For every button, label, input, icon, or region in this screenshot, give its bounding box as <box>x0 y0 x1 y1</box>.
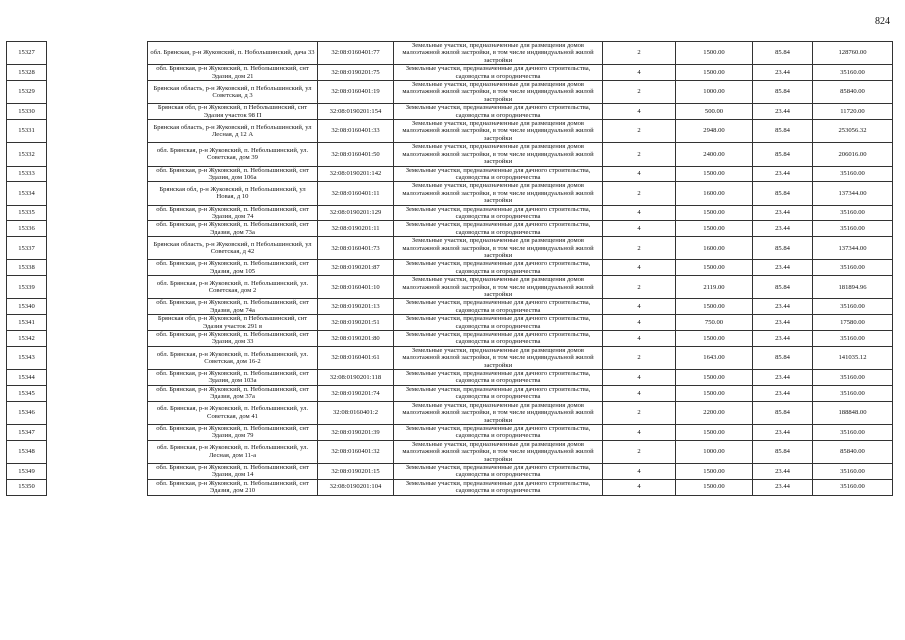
cadastral-value-cell: 17580.00 <box>813 315 893 331</box>
address-cell: Брянская область, р-н Жуковский, п Небольшинский, ул Лесная, д 12 А <box>148 120 318 143</box>
cadastral-number-cell: 32:08:0190201:104 <box>318 479 394 495</box>
rate-cell: 23.44 <box>753 104 813 120</box>
group-cell: 2 <box>603 182 676 205</box>
rate-cell: 85.84 <box>753 120 813 143</box>
gap-cell <box>47 299 148 315</box>
table-row <box>7 299 893 315</box>
cadastral-value-cell: 137344.00 <box>813 237 893 260</box>
table-row <box>7 205 893 221</box>
group-cell: 4 <box>603 65 676 81</box>
row-id-cell: 15341 <box>7 315 47 331</box>
address-cell: обл. Брянская, р-н Жуковский, п. Небольшинский, ул. Советская, дом 2 <box>148 276 318 299</box>
group-cell: 2 <box>603 237 676 260</box>
row-id-cell: 15327 <box>7 42 47 65</box>
gap-cell <box>47 205 148 221</box>
rate-cell: 23.44 <box>753 221 813 237</box>
area-cell: 500.00 <box>676 104 753 120</box>
cadastral-value-cell: 35160.00 <box>813 479 893 495</box>
area-cell: 1500.00 <box>676 424 753 440</box>
area-cell: 2400.00 <box>676 143 753 166</box>
area-cell: 1500.00 <box>676 221 753 237</box>
cadastral-number-cell: 32:08:0190201:39 <box>318 424 394 440</box>
address-cell: Брянская область, р-н Жуковский, п Небольшинский, ул Советская, д 3 <box>148 81 318 104</box>
group-cell: 4 <box>603 331 676 347</box>
row-id-cell: 15348 <box>7 440 47 463</box>
area-cell: 1500.00 <box>676 205 753 221</box>
group-cell: 4 <box>603 221 676 237</box>
cadastral-number-cell: 32:08:0190201:118 <box>318 370 394 386</box>
rate-cell: 23.44 <box>753 205 813 221</box>
table-row <box>7 401 893 424</box>
row-id-cell: 15339 <box>7 276 47 299</box>
table-row <box>7 143 893 166</box>
rate-cell: 85.84 <box>753 401 813 424</box>
table-row <box>7 331 893 347</box>
table-row <box>7 237 893 260</box>
group-cell: 4 <box>603 104 676 120</box>
address-cell: обл. Брянская, р-н Жуковский, п. Небольшинский, снт Эдазия, дом 74а <box>148 299 318 315</box>
rate-cell: 85.84 <box>753 440 813 463</box>
area-cell: 1500.00 <box>676 166 753 182</box>
address-cell: обл. Брянская, р-н Жуковский, п. Нобольшинский, дача 33 <box>148 42 318 65</box>
gap-cell <box>47 182 148 205</box>
cadastral-number-cell: 32:08:0160401:73 <box>318 237 394 260</box>
rate-cell: 23.44 <box>753 331 813 347</box>
row-id-cell: 15343 <box>7 346 47 369</box>
row-id-cell: 15328 <box>7 65 47 81</box>
area-cell: 1500.00 <box>676 370 753 386</box>
group-cell: 2 <box>603 276 676 299</box>
land-purpose-cell: Земельные участки, предназначенные для дачного строительства, садоводства и огородничества <box>394 424 603 440</box>
row-id-cell: 15330 <box>7 104 47 120</box>
rate-cell: 23.44 <box>753 299 813 315</box>
row-id-cell: 15344 <box>7 370 47 386</box>
group-cell: 2 <box>603 440 676 463</box>
area-cell: 1643.00 <box>676 346 753 369</box>
land-purpose-cell: Земельные участки, предназначенные для размещения домов малоэтажной жилой застройки, в том числе индивидуальной жилой застройки <box>394 346 603 369</box>
land-purpose-cell: Земельные участки, предназначенные для дачного строительства, садоводства и огородничества <box>394 331 603 347</box>
area-cell: 1500.00 <box>676 260 753 276</box>
cadastral-value-cell: 35160.00 <box>813 65 893 81</box>
land-purpose-cell: Земельные участки, предназначенные для размещения домов малоэтажной жилой застройки, в том числе индивидуальной жилой застройки <box>394 182 603 205</box>
address-cell: Брянская обл, р-н Жуковский, п Небольшинский, ул Новая, д 10 <box>148 182 318 205</box>
gap-cell <box>47 65 148 81</box>
land-purpose-cell: Земельные участки, предназначенные для дачного строительства, садоводства и огородничества <box>394 370 603 386</box>
area-cell: 1000.00 <box>676 440 753 463</box>
land-purpose-cell: Земельные участки, предназначенные для дачного строительства, садоводства и огородничества <box>394 221 603 237</box>
rate-cell: 23.44 <box>753 370 813 386</box>
cadastral-value-cell: 35160.00 <box>813 260 893 276</box>
group-cell: 4 <box>603 315 676 331</box>
cadastral-value-cell: 137344.00 <box>813 182 893 205</box>
row-id-cell: 15345 <box>7 385 47 401</box>
group-cell: 4 <box>603 299 676 315</box>
table-row <box>7 385 893 401</box>
cadastral-value-cell: 35160.00 <box>813 370 893 386</box>
address-cell: обл. Брянская, р-н Жуковский, п. Небольшинский, снт Эдазия, дом 210 <box>148 479 318 495</box>
gap-cell <box>47 276 148 299</box>
table-row <box>7 166 893 182</box>
group-cell: 2 <box>603 346 676 369</box>
land-purpose-cell: Земельные участки, предназначенные для размещения домов малоэтажной жилой застройки, в том числе индивидуальной жилой застройки <box>394 276 603 299</box>
cadastral-value-cell: 11720.00 <box>813 104 893 120</box>
gap-cell <box>47 143 148 166</box>
cadastral-value-cell: 35160.00 <box>813 424 893 440</box>
address-cell: Брянская обл, р-н Жуковский, п Небольшинский, снт Эдазия участок 291 в <box>148 315 318 331</box>
land-purpose-cell: Земельные участки, предназначенные для размещения домов малоэтажной жилой застройки, в том числе индивидуальной жилой застройки <box>394 81 603 104</box>
address-cell: Брянская область, р-н Жуковский, п Небольшинский, ул Советская, д 42 <box>148 237 318 260</box>
area-cell: 1500.00 <box>676 65 753 81</box>
group-cell: 2 <box>603 143 676 166</box>
rate-cell: 23.44 <box>753 463 813 479</box>
row-id-cell: 15332 <box>7 143 47 166</box>
address-cell: обл. Брянская, р-н Жуковский, п. Небольшинский, снт Эдазия, дом 33 <box>148 331 318 347</box>
address-cell: обл. Брянская, р-н Жуковский, п. Небольшинский, снт Эдазия, дом 79 <box>148 424 318 440</box>
gap-cell <box>47 42 148 65</box>
area-cell: 1600.00 <box>676 237 753 260</box>
gap-cell <box>47 260 148 276</box>
land-purpose-cell: Земельные участки, предназначенные для размещения домов малоэтажной жилой застройки, в том числе индивидуальной жилой застройки <box>394 143 603 166</box>
gap-cell <box>47 479 148 495</box>
row-id-cell: 15336 <box>7 221 47 237</box>
cadastral-value-cell: 35160.00 <box>813 221 893 237</box>
land-purpose-cell: Земельные участки, предназначенные для дачного строительства, садоводства и огородничества <box>394 385 603 401</box>
row-id-cell: 15342 <box>7 331 47 347</box>
table-row <box>7 260 893 276</box>
cadastral-number-cell: 32:08:0160401:19 <box>318 81 394 104</box>
address-cell: обл. Брянская, р-н Жуковский, п. Небольшинский, ул. Советская, дом 39 <box>148 143 318 166</box>
group-cell: 4 <box>603 385 676 401</box>
table-row <box>7 65 893 81</box>
cadastral-value-cell: 35160.00 <box>813 385 893 401</box>
gap-cell <box>47 81 148 104</box>
land-purpose-cell: Земельные участки, предназначенные для дачного строительства, садоводства и огородничества <box>394 299 603 315</box>
table-row <box>7 221 893 237</box>
gap-cell <box>47 440 148 463</box>
table-row <box>7 120 893 143</box>
area-cell: 2948.00 <box>676 120 753 143</box>
area-cell: 1600.00 <box>676 182 753 205</box>
address-cell: обл. Брянская, р-н Жуковский, п. Небольшинский, ул. Советская, дом 16-2 <box>148 346 318 369</box>
cadastral-number-cell: 32:08:0190201:129 <box>318 205 394 221</box>
land-purpose-cell: Земельные участки, предназначенные для размещения домов малоэтажной жилой застройки, в том числе индивидуальной жилой застройки <box>394 120 603 143</box>
cadastral-number-cell: 32:08:0160401:77 <box>318 42 394 65</box>
cadastral-value-cell: 85840.00 <box>813 440 893 463</box>
gap-cell <box>47 385 148 401</box>
row-id-cell: 15335 <box>7 205 47 221</box>
cadastral-value-cell: 35160.00 <box>813 299 893 315</box>
cadastral-number-cell: 32:08:0160401:2 <box>318 401 394 424</box>
rate-cell: 85.84 <box>753 276 813 299</box>
cadastral-value-cell: 35160.00 <box>813 205 893 221</box>
group-cell: 4 <box>603 370 676 386</box>
rate-cell: 85.84 <box>753 143 813 166</box>
table-row <box>7 42 893 65</box>
cadastral-number-cell: 32:08:0160401:61 <box>318 346 394 369</box>
table-row <box>7 463 893 479</box>
address-cell: обл. Брянская, р-н Жуковский, п. Небольшинский, снт Эдазия, дом 106а <box>148 166 318 182</box>
land-purpose-cell: Земельные участки, предназначенные для дачного строительства, садоводства и огородничества <box>394 479 603 495</box>
gap-cell <box>47 370 148 386</box>
area-cell: 1500.00 <box>676 299 753 315</box>
row-id-cell: 15334 <box>7 182 47 205</box>
rate-cell: 23.44 <box>753 65 813 81</box>
row-id-cell: 15338 <box>7 260 47 276</box>
address-cell: обл. Брянская, р-н Жуковский, п. Небольшинский, снт Эдазия, дом 103а <box>148 370 318 386</box>
land-purpose-cell: Земельные участки, предназначенные для размещения домов малоэтажной жилой застройки, в том числе индивидуальной жилой застройки <box>394 440 603 463</box>
row-id-cell: 15346 <box>7 401 47 424</box>
address-cell: обл. Брянская, р-н Жуковский, п. Небольшинский, снт Эдазия, дом 37а <box>148 385 318 401</box>
cadastral-number-cell: 32:08:0160401:32 <box>318 440 394 463</box>
cadastral-value-cell: 85840.00 <box>813 81 893 104</box>
table-row <box>7 370 893 386</box>
cadastral-number-cell: 32:08:0190201:11 <box>318 221 394 237</box>
row-id-cell: 15333 <box>7 166 47 182</box>
gap-cell <box>47 166 148 182</box>
cadastral-value-cell: 181894.96 <box>813 276 893 299</box>
group-cell: 2 <box>603 120 676 143</box>
row-id-cell: 15349 <box>7 463 47 479</box>
cadastral-number-cell: 32:08:0190201:75 <box>318 65 394 81</box>
table-row <box>7 182 893 205</box>
gap-cell <box>47 120 148 143</box>
land-purpose-cell: Земельные участки, предназначенные для дачного строительства, садоводства и огородничества <box>394 104 603 120</box>
gap-cell <box>47 104 148 120</box>
address-cell: обл. Брянская, р-н Жуковский, п. Небольшинский, снт Эдазия, дом 105 <box>148 260 318 276</box>
cadastral-value-cell: 206016.00 <box>813 143 893 166</box>
group-cell: 4 <box>603 166 676 182</box>
row-id-cell: 15340 <box>7 299 47 315</box>
cadastral-value-cell: 128760.00 <box>813 42 893 65</box>
gap-cell <box>47 237 148 260</box>
rate-cell: 85.84 <box>753 42 813 65</box>
land-purpose-cell: Земельные участки, предназначенные для размещения домов малоэтажной жилой застройки, в том числе индивидуальной жилой застройки <box>394 401 603 424</box>
table-row <box>7 315 893 331</box>
rate-cell: 23.44 <box>753 315 813 331</box>
cadastral-number-cell: 32:08:0190201:142 <box>318 166 394 182</box>
group-cell: 4 <box>603 260 676 276</box>
table-row <box>7 81 893 104</box>
area-cell: 1500.00 <box>676 479 753 495</box>
address-cell: Брянская обл, р-н Жуковский, п Небольшинский, снт Эдазия участок 98 П <box>148 104 318 120</box>
gap-cell <box>47 331 148 347</box>
land-registry-table <box>6 41 893 496</box>
group-cell: 4 <box>603 479 676 495</box>
cadastral-number-cell: 32:08:0190201:154 <box>318 104 394 120</box>
gap-cell <box>47 463 148 479</box>
land-purpose-cell: Земельные участки, предназначенные для дачного строительства, садоводства и огородничества <box>394 315 603 331</box>
rate-cell: 23.44 <box>753 385 813 401</box>
land-purpose-cell: Земельные участки, предназначенные для дачного строительства, садоводства и огородничества <box>394 166 603 182</box>
table-row <box>7 479 893 495</box>
row-id-cell: 15331 <box>7 120 47 143</box>
row-id-cell: 15329 <box>7 81 47 104</box>
land-purpose-cell: Земельные участки, предназначенные для размещения домов малоэтажной жилой застройки, в том числе индивидуальной жилой застройки <box>394 42 603 65</box>
group-cell: 2 <box>603 81 676 104</box>
group-cell: 4 <box>603 205 676 221</box>
page-number: 824 <box>875 16 890 27</box>
cadastral-number-cell: 32:08:0190201:74 <box>318 385 394 401</box>
area-cell: 1500.00 <box>676 385 753 401</box>
rate-cell: 23.44 <box>753 479 813 495</box>
area-cell: 1500.00 <box>676 463 753 479</box>
gap-cell <box>47 221 148 237</box>
group-cell: 4 <box>603 463 676 479</box>
cadastral-value-cell: 253056.32 <box>813 120 893 143</box>
table-row <box>7 346 893 369</box>
row-id-cell: 15350 <box>7 479 47 495</box>
table-row <box>7 424 893 440</box>
land-purpose-cell: Земельные участки, предназначенные для дачного строительства, садоводства и огородничества <box>394 205 603 221</box>
group-cell: 2 <box>603 42 676 65</box>
address-cell: обл. Брянская, р-н Жуковский, п. Небольшинский, снт Эдазия, дом 74 <box>148 205 318 221</box>
gap-cell <box>47 424 148 440</box>
area-cell: 2200.00 <box>676 401 753 424</box>
land-purpose-cell: Земельные участки, предназначенные для дачного строительства, садоводства и огородничества <box>394 463 603 479</box>
land-purpose-cell: Земельные участки, предназначенные для дачного строительства, садоводства и огородничества <box>394 260 603 276</box>
area-cell: 2119.00 <box>676 276 753 299</box>
cadastral-number-cell: 32:08:0190201:51 <box>318 315 394 331</box>
cadastral-number-cell: 32:08:0190201:87 <box>318 260 394 276</box>
rate-cell: 85.84 <box>753 237 813 260</box>
cadastral-value-cell: 141035.12 <box>813 346 893 369</box>
table-row <box>7 104 893 120</box>
gap-cell <box>47 401 148 424</box>
cadastral-number-cell: 32:08:0190201:15 <box>318 463 394 479</box>
registry-body <box>7 42 893 496</box>
area-cell: 1500.00 <box>676 331 753 347</box>
rate-cell: 23.44 <box>753 166 813 182</box>
cadastral-number-cell: 32:08:0160401:50 <box>318 143 394 166</box>
rate-cell: 23.44 <box>753 424 813 440</box>
table-row <box>7 440 893 463</box>
row-id-cell: 15337 <box>7 237 47 260</box>
land-purpose-cell: Земельные участки, предназначенные для размещения домов малоэтажной жилой застройки, в том числе индивидуальной жилой застройки <box>394 237 603 260</box>
area-cell: 1500.00 <box>676 42 753 65</box>
gap-cell <box>47 346 148 369</box>
land-purpose-cell: Земельные участки, предназначенные для дачного строительства, садоводства и огородничества <box>394 65 603 81</box>
cadastral-value-cell: 35160.00 <box>813 166 893 182</box>
cadastral-number-cell: 32:08:0160401:11 <box>318 182 394 205</box>
cadastral-number-cell: 32:08:0190201:13 <box>318 299 394 315</box>
group-cell: 4 <box>603 424 676 440</box>
area-cell: 1000.00 <box>676 81 753 104</box>
area-cell: 750.00 <box>676 315 753 331</box>
address-cell: обл. Брянская, р-н Жуковский, п. Небольшинский, ул. Советская, дом 41 <box>148 401 318 424</box>
cadastral-number-cell: 32:08:0190201:80 <box>318 331 394 347</box>
rate-cell: 85.84 <box>753 81 813 104</box>
cadastral-value-cell: 35160.00 <box>813 463 893 479</box>
address-cell: обл. Брянская, р-н Жуковский, п. Небольшинский, снт Эдазия, дом 14 <box>148 463 318 479</box>
table-row <box>7 276 893 299</box>
rate-cell: 23.44 <box>753 260 813 276</box>
rate-cell: 85.84 <box>753 182 813 205</box>
row-id-cell: 15347 <box>7 424 47 440</box>
rate-cell: 85.84 <box>753 346 813 369</box>
address-cell: обл. Брянская, р-н Жуковский, п. Небольшинский, снт Эдазия, дом 21 <box>148 65 318 81</box>
cadastral-value-cell: 188848.00 <box>813 401 893 424</box>
address-cell: обл. Брянская, р-н Жуковский, п. Небольшинский, снт Эдазия, дом 73а <box>148 221 318 237</box>
address-cell: обл. Брянская, р-н Жуковский, п. Небольшинский, ул. Лесная, дом 11-а <box>148 440 318 463</box>
gap-cell <box>47 315 148 331</box>
cadastral-number-cell: 32:08:0160401:10 <box>318 276 394 299</box>
cadastral-value-cell: 35160.00 <box>813 331 893 347</box>
group-cell: 2 <box>603 401 676 424</box>
cadastral-number-cell: 32:08:0160401:33 <box>318 120 394 143</box>
